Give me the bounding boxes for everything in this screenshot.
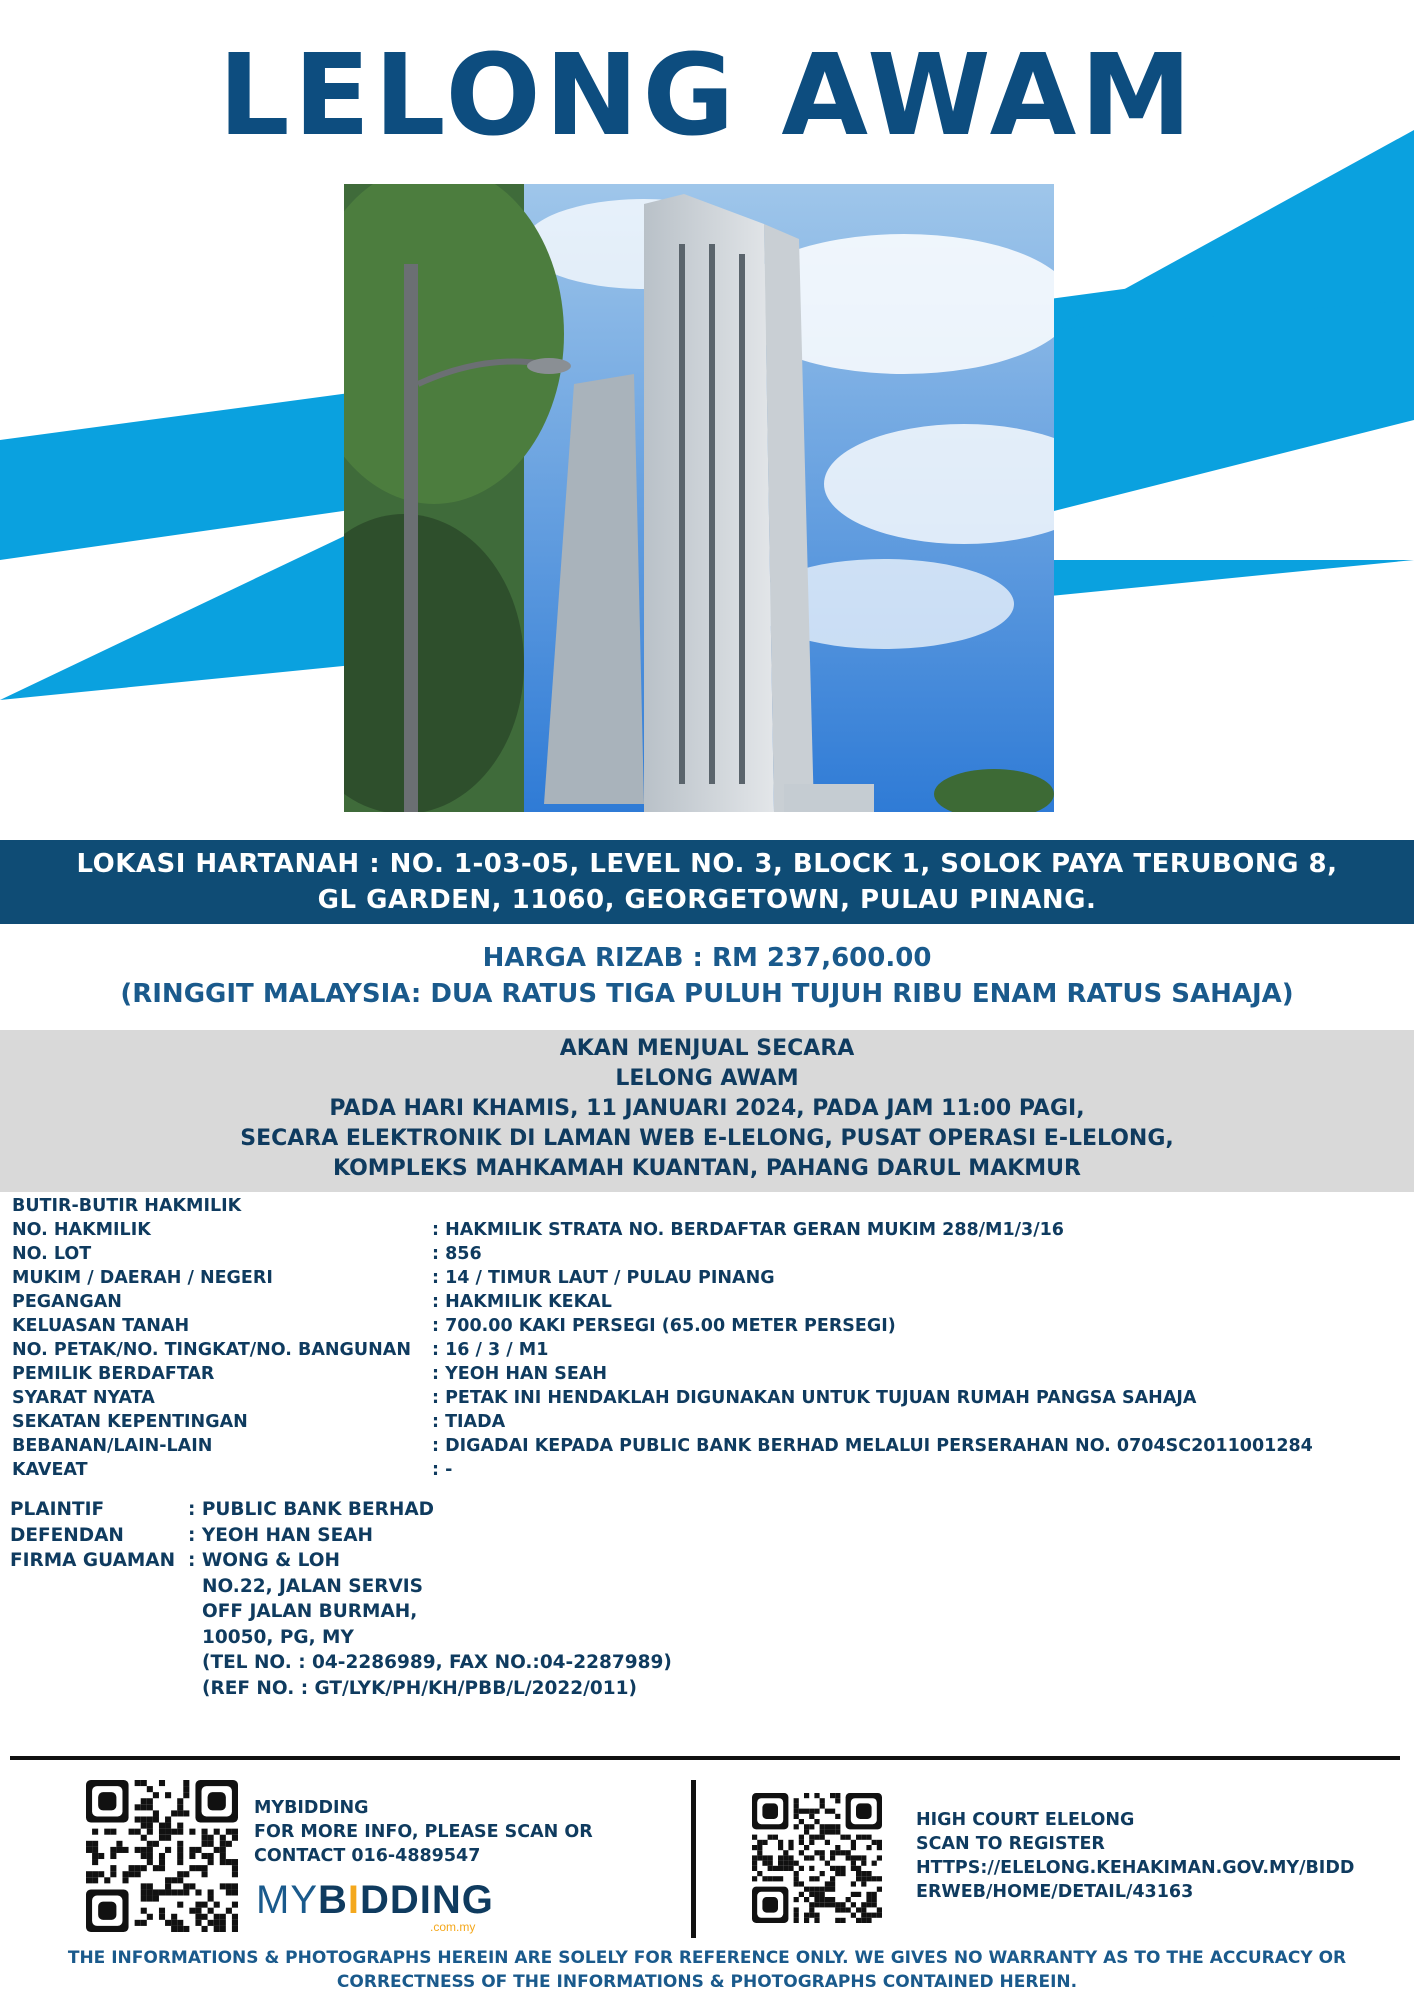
detail-value: : 14 / TIMUR LAUT / PULAU PINANG <box>432 1268 775 1288</box>
detail-row <box>12 1410 1402 1434</box>
detail-value: : 16 / 3 / M1 <box>432 1340 549 1360</box>
detail-label: NO. HAKMILIK <box>12 1220 151 1240</box>
detail-value: : - <box>432 1460 453 1480</box>
reserve-price-words: (RINGGIT MALAYSIA: DUA RATUS TIGA PULUH TUJUH RIBU ENAM RATUS SAHAJA) <box>120 979 1294 1009</box>
detail-label: KAVEAT <box>12 1460 88 1480</box>
property-photo <box>344 184 1054 812</box>
auction-info-box <box>0 1030 1414 1192</box>
detail-value: : YEOH HAN SEAH <box>432 1364 608 1384</box>
law-firm-contact: (TEL NO. : 04-2286989, FAX NO.:04-2287989) <box>202 1652 672 1673</box>
detail-value: : DIGADAI KEPADA PUBLIC BANK BERHAD MELALUI PERSERAHAN NO. 0704SC2011001284 <box>432 1436 1313 1456</box>
law-firm-address-line: 10050, PG, MY <box>202 1626 354 1648</box>
high-court-url-line-2[interactable]: ERWEB/HOME/DETAIL/43163 <box>916 1882 1194 1902</box>
defendant-row <box>10 1523 672 1549</box>
details-heading: BUTIR-BUTIR HAKMILIK <box>12 1196 242 1216</box>
detail-label: KELUASAN TANAH <box>12 1316 190 1336</box>
elelong-qr-code-icon[interactable] <box>752 1793 882 1927</box>
footer-divider <box>10 1756 1400 1760</box>
mybidding-qr-code-icon[interactable] <box>86 1780 238 1936</box>
detail-row <box>12 1242 1402 1266</box>
detail-row <box>12 1218 1402 1242</box>
law-firm-address-line: NO.22, JALAN SERVIS <box>202 1575 424 1597</box>
auction-venue-1: SECARA ELEKTRONIK DI LAMAN WEB E-LELONG, PUSAT OPERASI E-LELONG, <box>240 1126 1174 1151</box>
title-details <box>12 1194 1402 1482</box>
detail-value: : 856 <box>432 1244 482 1264</box>
law-firm-row <box>10 1548 672 1574</box>
auction-venue-2: KOMPLEKS MAHKAMAH KUANTAN, PAHANG DARUL MAKMUR <box>333 1156 1081 1181</box>
detail-label: SYARAT NYATA <box>12 1388 155 1408</box>
detail-label: NO. PETAK/NO. TINGKAT/NO. BANGUNAN <box>12 1340 411 1360</box>
disclaimer <box>0 1946 1414 1994</box>
detail-label: BEBANAN/LAIN-LAIN <box>12 1436 213 1456</box>
detail-value: : HAKMILIK KEKAL <box>432 1292 612 1312</box>
property-location: LOKASI HARTANAH : NO. 1-03-05, LEVEL NO. 3, BLOCK 1, SOLOK PAYA TERUBONG 8, GL GARDEN, 11060, GEORGETOWN, PULAU PINANG. <box>76 849 1338 915</box>
detail-label: PEMILIK BERDAFTAR <box>12 1364 215 1384</box>
mybidding-info <box>254 1796 593 1868</box>
auction-date: PADA HARI KHAMIS, 11 JANUARI 2024, PADA JAM 11:00 PAGI, <box>329 1096 1085 1121</box>
detail-label: MUKIM / DAERAH / NEGERI <box>12 1268 273 1288</box>
detail-row <box>12 1362 1402 1386</box>
mybidding-instruction: FOR MORE INFO, PLEASE SCAN OR <box>254 1822 593 1842</box>
plaintiff-row <box>10 1497 672 1523</box>
footer-column-divider <box>691 1780 696 1938</box>
defendant-label: DEFENDAN <box>10 1524 124 1546</box>
page-title: LELONG AWAM <box>218 31 1196 161</box>
detail-value: : 700.00 KAKI PERSEGI (65.00 METER PERSEGI) <box>432 1316 896 1336</box>
law-firm-reference: (REF NO. : GT/LYK/PH/KH/PBB/L/2022/011) <box>202 1677 637 1699</box>
reserve-price-amount: HARGA RIZAB : RM 237,600.00 <box>482 943 932 973</box>
detail-label: SEKATAN KEPENTINGAN <box>12 1412 248 1432</box>
high-court-instruction: SCAN TO REGISTER <box>916 1834 1105 1854</box>
detail-value: : HAKMILIK STRATA NO. BERDAFTAR GERAN MUKIM 288/M1/3/16 <box>432 1220 1064 1240</box>
detail-row <box>12 1338 1402 1362</box>
detail-row <box>12 1314 1402 1338</box>
mybidding-contact: CONTACT 016-4889547 <box>254 1846 481 1866</box>
disclaimer-line-1: THE INFORMATIONS & PHOTOGRAPHS HEREIN ARE SOLELY FOR REFERENCE ONLY. WE GIVES NO WARRANTY AS TO THE ACCURACY OR <box>67 1948 1347 1968</box>
detail-row <box>12 1266 1402 1290</box>
detail-label: NO. LOT <box>12 1244 92 1264</box>
mybidding-logo: MYBIDDING <box>256 1878 494 1922</box>
high-court-name: HIGH COURT ELELONG <box>916 1810 1135 1830</box>
high-court-url-line-1[interactable]: HTTPS://ELELONG.KEHAKIMAN.GOV.MY/BIDD <box>916 1858 1355 1878</box>
detail-value: : TIADA <box>432 1412 506 1432</box>
law-firm-value: : WONG & LOH <box>188 1550 340 1571</box>
auction-line-2: LELONG AWAM <box>615 1066 799 1091</box>
plaintiff-value: : PUBLIC BANK BERHAD <box>188 1499 435 1520</box>
detail-value: : PETAK INI HENDAKLAH DIGUNAKAN UNTUK TUJUAN RUMAH PANGSA SAHAJA <box>432 1388 1197 1408</box>
case-parties <box>10 1497 672 1701</box>
law-firm-address-line: OFF JALAN BURMAH, <box>202 1601 418 1622</box>
plaintiff-label: PLAINTIF <box>10 1499 105 1520</box>
law-firm-label: FIRMA GUAMAN <box>10 1550 176 1571</box>
defendant-value: : YEOH HAN SEAH <box>188 1524 374 1546</box>
mybidding-logo-domain: .com.my <box>430 1920 476 1934</box>
high-court-info <box>916 1808 1354 1904</box>
auction-line-1: AKAN MENJUAL SECARA <box>559 1036 855 1061</box>
detail-row <box>12 1386 1402 1410</box>
reserve-price <box>0 940 1414 1012</box>
detail-row <box>12 1458 1402 1482</box>
disclaimer-line-2: CORRECTNESS OF THE INFORMATIONS & PHOTOGRAPHS CONTAINED HEREIN. <box>336 1972 1078 1992</box>
detail-row <box>12 1290 1402 1314</box>
detail-row <box>12 1434 1402 1458</box>
mybidding-name: MYBIDDING <box>254 1798 369 1818</box>
location-banner <box>0 840 1414 924</box>
detail-label: PEGANGAN <box>12 1292 122 1312</box>
